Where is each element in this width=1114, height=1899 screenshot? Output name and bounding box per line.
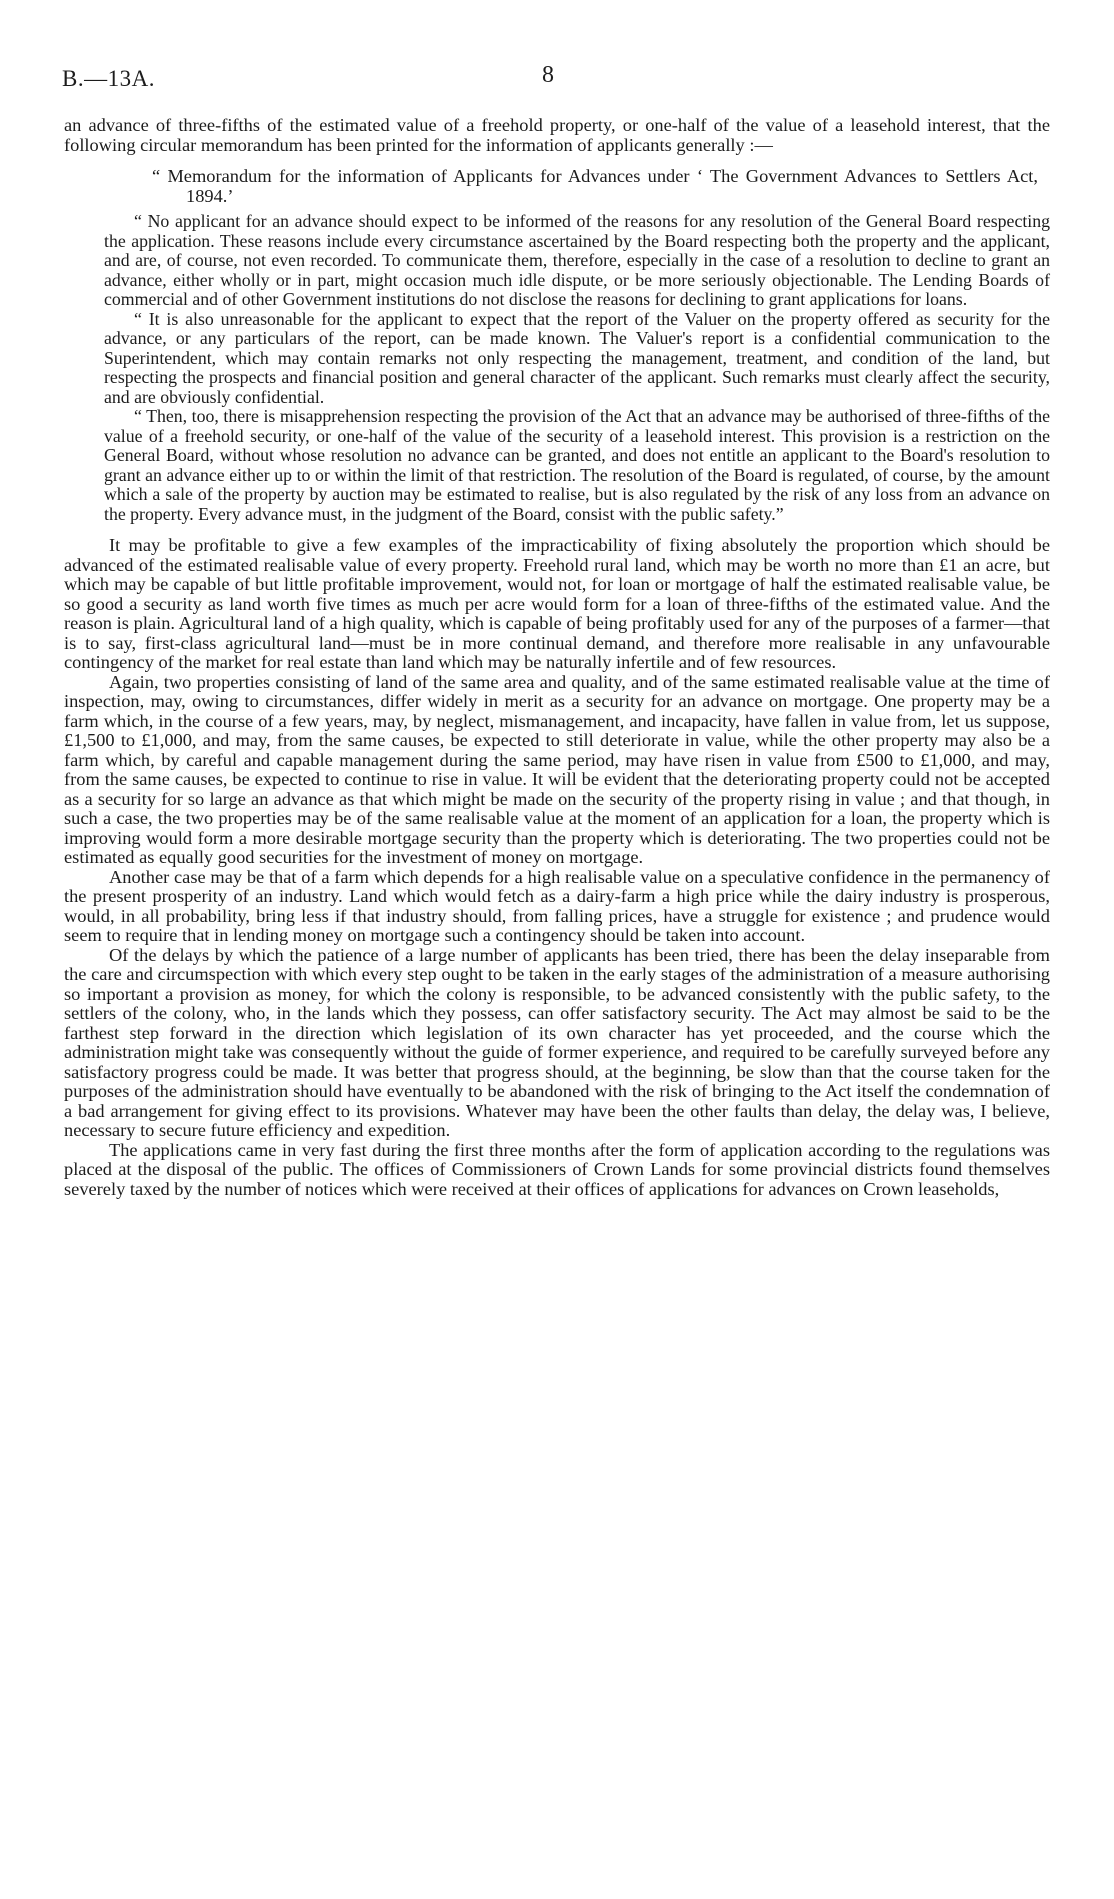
document-reference: B.—13A. — [62, 66, 155, 91]
paragraph-examples: It may be profitable to give a few examples of the impracticability of fixing absolutely the proportion which should be advanced of the estimated realisable value of every property. Freehold rural land, which may be worth no more than £1 an acre, but which may be capable of but little profitable improvement, would not, for loan or mortgage of half the estimated realisable value, be so good a security as land worth five times as much per acre would form for a loan of three-fifths of the estimated value. And the reason is plain. Agricultural land of a high quality, which is capable of being profitably used for any of the purposes of a farmer—that is to say, first-class agricultural land—must be in more continual demand, and therefore more realisable in any unfavourable contingency of the market for real estate than land which may be naturally infertile and of few resources. — [64, 535, 1050, 672]
paragraph-dairy-farm: Another case may be that of a farm which depends for a high realisable value on a speculative confidence in the permanency of the present prosperity of an industry. Land which would fetch as a dairy-farm a high price while the dairy industry is prosperous, would, in all probability, bring less if that industry should, from falling prices, have a struggle for existence ; and prudence would seem to require that in lending money on mortgage such a contingency should be taken into account. — [64, 866, 1050, 945]
page-number: 8 — [542, 62, 554, 88]
paragraph-delays: Of the delays by which the patience of a large number of applicants has been tried, there has been the delay inseparable from the care and circumspection with which every step ought to be taken in the early stages of the administration of a measure authorising so important a provision as money, for which the colony is responsible, to be advanced consistently with the public safety, to the settlers of the colony, who, in the lands which they possess, can offer satisfactory security. The Act may almost be said to be the farthest step forward in the direction which legislation of its own character has yet proceeded, and the course which the administration might take was consequently without the guide of former experience, and required to be carefully surveyed before any satisfactory progress could be made. It was better that progress should, at the beginning, be slow than that the course taken for the purposes of the administration should have eventually to be abandoned with the risk of bringing to the Act itself the condemnation of a bad arrangement for giving effect to its provisions. Whatever may have been the other faults than delay, the delay was, I believe, necessary to secure future efficiency and expedition. — [64, 944, 1050, 1140]
memorandum-paragraph-3: “ Then, too, there is misapprehension respecting the provision of the Act that an advance may be authorised of three-fifths of the value of a freehold security, or one-half of the value of the security of a leasehold interest. This provision is a restriction on the General Board, without whose resolution no advance can be granted, and does not entitle an applicant to the Board's resolution to grant an advance either up to or within the limit of that restriction. The resolution of the Board is regulated, of course, by the amount which a sale of the property by auction may be estimated to realise, but is also regulated by the risk of any loss from an advance on the property. Every advance must, in the judgment of the Board, consist with the public safety.” — [104, 406, 1050, 524]
memorandum-paragraph-1: “ No applicant for an advance should expect to be informed of the reasons for any resolution of the General Board respecting the application. These reasons include every circumstance ascertained by the Board respecting both the property and the applicant, and are, of course, not even recorded. To communicate them, therefore, especially in the case of a resolution to decline to grant an advance, either wholly or in part, might occasion much idle dispute, or be more seriously objectionable. The Lending Boards of commercial and of other Government institutions do not disclose the reasons for declining to grant applications for loans. — [104, 211, 1050, 309]
memorandum-title: “ Memorandum for the information of Applicants for Advances under ‘ The Government Advances to Settlers Act, 1894.’ — [152, 166, 1038, 206]
memorandum-paragraph-2: “ It is also unreasonable for the applicant to expect that the report of the Valuer on the property offered as security for the advance, or any particulars of the report, can be made known. The Valuer's report is a confidential communication to the Superintendent, which may contain remarks not only respecting the management, treatment, and condition of the land, but respecting the prospects and financial position and general character of the applicant. Such remarks must clearly affect the security, and are obviously confidential. — [104, 308, 1050, 407]
paragraph-applications: The applications came in very fast during the first three months after the form of application according to the regulations was placed at the disposal of the public. The offices of Commissioners of Crown Lands for some provincial districts found themselves severely taxed by the number of notices which were received at their offices of applications for advances on Crown leaseholds, — [64, 1139, 1050, 1199]
page-header — [62, 62, 1052, 106]
body-text — [64, 116, 1050, 1199]
paragraph-intro: an advance of three-fifths of the estimated value of a freehold property, or one-half of the value of a leasehold interest, that the following circular memorandum has been printed for the information of applicants generally :— — [64, 115, 1050, 155]
paragraph-two-properties: Again, two properties consisting of land of the same area and quality, and of the same estimated realisable value at the time of inspection, may, owing to circumstances, differ widely in merit as a security for an advance on mortgage. One property may be a farm which, in the course of a few years, may, by neglect, mismanagement, and incapacity, have fallen in value from, let us suppose, £1,500 to £1,000, and may, from the same causes, be expected to still deteriorate in value, while the other property may also be a farm which, by careful and capable management during the same period, may have risen in value from £500 to £1,000, and may, from the same causes, be expected to continue to rise in value. It will be evident that the deteriorating property could not be accepted as a security for so large an advance as that which might be made on the security of the property rising in value ; and that though, in such a case, the two properties may be of the same realisable value at the moment of an application for a loan, the property which is improving would form a more desirable mortgage security than the property which is deteriorating. The two properties could not be estimated as equally good securities for the investment of money on mortgage. — [64, 671, 1050, 867]
